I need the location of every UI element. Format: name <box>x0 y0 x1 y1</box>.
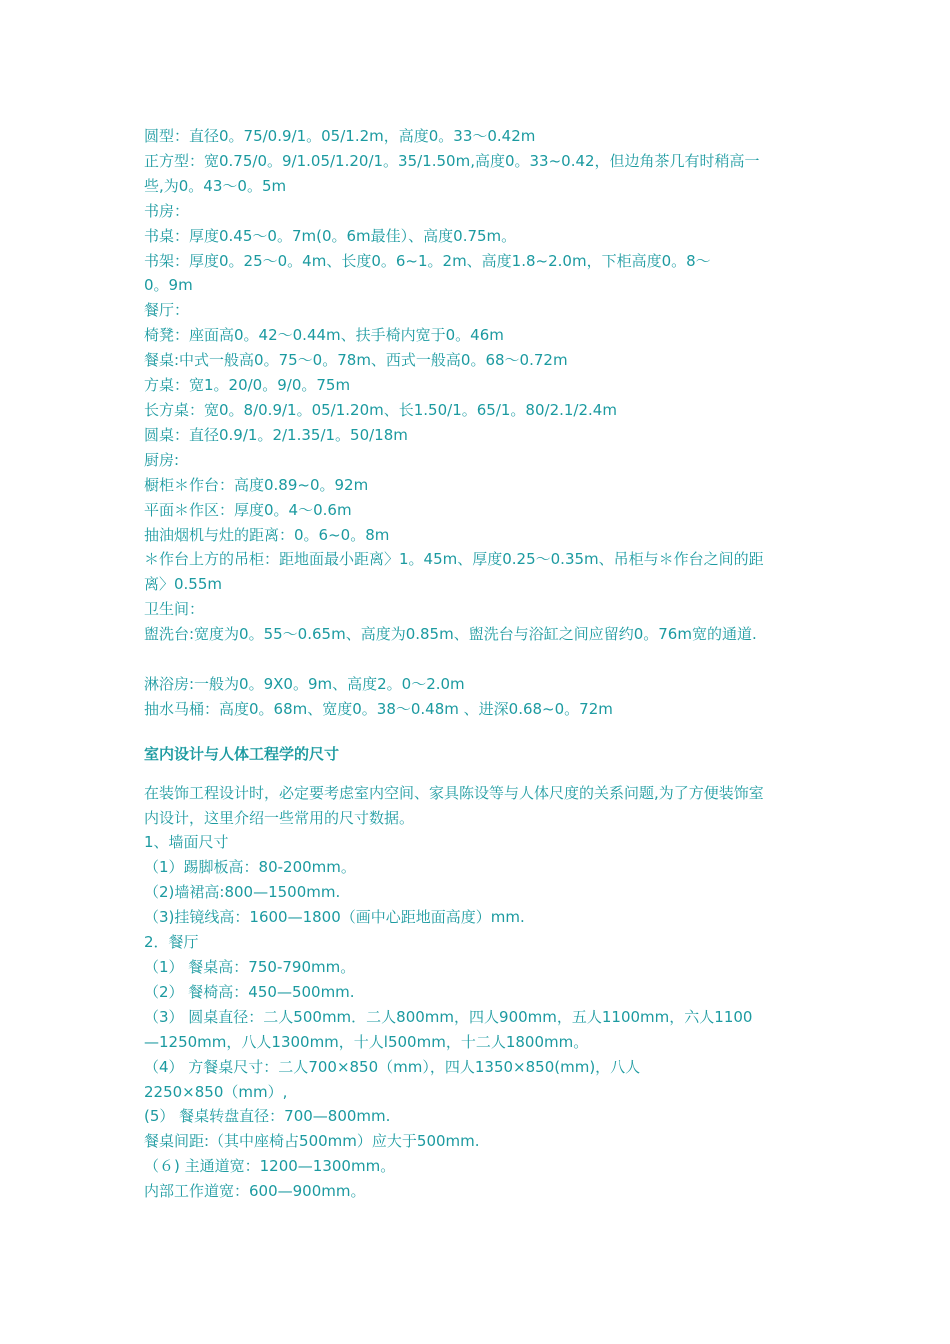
text-line: 餐桌:中式一般高0。75～0。78m、西式一般高0。68～0.72m <box>144 351 568 370</box>
text-line: 椅凳：座面高0。42～0.44m、扶手椅内宽于0。46m <box>144 326 504 345</box>
text-line: 卫生间： <box>144 600 205 619</box>
text-line: 些,为0。43～0。5m <box>144 176 287 195</box>
text-line: 橱柜＊作台：高度0.89~0。92m <box>144 475 369 494</box>
text-line: 2250×850（mm）, <box>144 1082 288 1101</box>
text-line: 正方型：宽0.75/0。9/1.05/1.20/1。35/1.50m,高度0。33~0.42，但边角茶几有时稍高一 <box>144 151 760 170</box>
text-line: （2） 餐椅高：450—500mm. <box>144 982 355 1001</box>
text-line: 淋浴房:一般为0。9X0。9m、高度2。0～2.0m <box>144 674 465 693</box>
text-line: （1） 餐桌高：750-790mm。 <box>144 957 356 976</box>
text-line: （4） 方餐桌尺寸：二人700×850（mm），四人1350×850(mm)，八人 <box>144 1057 641 1076</box>
section-gap <box>144 722 812 742</box>
text-line: 圆桌：直径0.9/1。2/1.35/1。50/18m <box>144 425 408 444</box>
text-line: 离〉0.55m <box>144 575 223 594</box>
text-line: 厨房: <box>144 450 180 469</box>
text-line: 书架：厚度0。25～0。4m、长度0。6~1。2m、高度1.8~2.0m，下柜高度0。8～ <box>144 251 711 270</box>
text-line: 圆型：直径0。75/0.9/1。05/1.2m，高度0。33～0.42m <box>144 127 536 145</box>
text-line: 内设计，这里介绍一些常用的尺寸数据。 <box>144 808 415 827</box>
text-line: 盥洗台:宽度为0。55～0.65m、高度为0.85m、盥洗台与浴缸之间应留约0。76m宽的通道. <box>144 625 757 644</box>
text-line: 1、墙面尺寸 <box>144 833 229 852</box>
text-line: 餐桌间距:（其中座椅占500mm）应大于500mm. <box>144 1132 480 1151</box>
text-line: 餐厅： <box>144 301 190 320</box>
text-line: （3） 圆桌直径：二人500mm．二人800mm，四人900mm，五人1100mm，六人1100 <box>144 1007 753 1026</box>
document-page <box>144 124 812 1204</box>
text-line: 平面＊作区：厚度0。4～0.6m <box>144 500 352 519</box>
text-line: 抽水马桶：高度0。68m、宽度0。38～0.48m 、进深0.68~0。72m <box>144 699 613 718</box>
section-heading: 室内设计与人体工程学的尺寸 <box>144 744 340 763</box>
text-line: 抽油烟机与灶的距离：0。6~0。8m <box>144 525 390 544</box>
text-line: 在装饰工程设计时，必定要考虑室内空间、家具陈设等与人体尺度的关系问题,为了方便装饰室 <box>144 783 764 802</box>
text-line: 书房： <box>144 201 190 220</box>
text-line: 方桌：宽1。20/0。9/0。75m <box>144 376 351 395</box>
text-line: （3)挂镜线高：1600—1800（画中心距地面高度）mm. <box>144 908 525 927</box>
text-line: 2．餐厅 <box>144 933 199 952</box>
text-line: （６) 主通道宽：1200—1300mm。 <box>144 1157 396 1176</box>
text-line: 长方桌：宽0。8/0.9/1。05/1.20m、长1.50/1。65/1。80/2.1/2.4m <box>144 400 617 419</box>
text-line: 书桌：厚度0.45～0。7m(0。6m最佳）、高度0.75m。 <box>144 226 517 245</box>
blank-line <box>144 647 812 672</box>
text-line: (5） 餐桌转盘直径：700—800mm. <box>144 1107 391 1126</box>
text-line: （2)墙裙高:800—1500mm. <box>144 883 341 902</box>
text-line: 0。9m <box>144 276 193 295</box>
section-furniture-dimensions <box>144 124 812 722</box>
text-line: —1250mm，八人1300mm，十人l500mm，十二人1800mm。 <box>144 1032 589 1051</box>
text-line: （1）踢脚板高：80-200mm。 <box>144 858 356 877</box>
text-line: ＊作台上方的吊柜：距地面最小距离〉1。45m、厚度0.25～0.35m、吊柜与＊作台之间的距 <box>144 550 764 569</box>
text-line: 内部工作道宽：600—900mm。 <box>144 1182 366 1201</box>
section-ergonomics <box>144 781 812 1204</box>
